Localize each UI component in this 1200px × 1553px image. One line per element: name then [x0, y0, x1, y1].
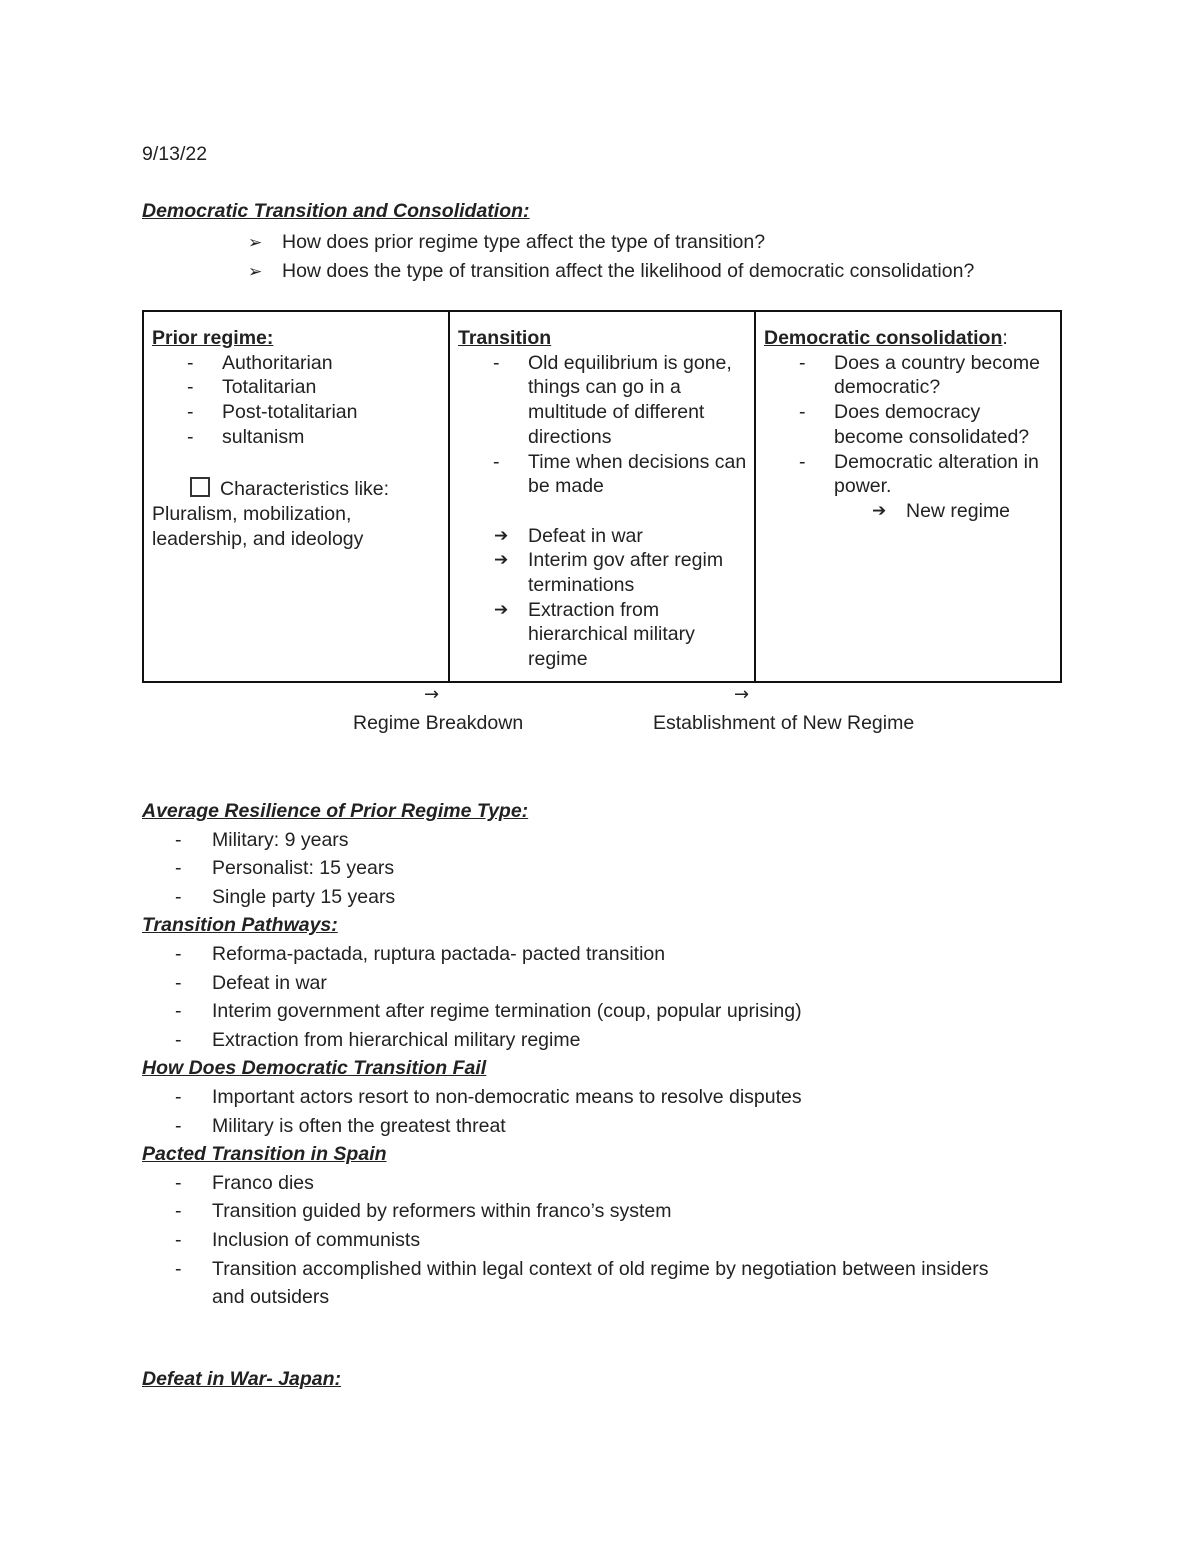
list-item: ➢ How does prior regime type affect the type of transition? [248, 228, 974, 257]
characteristics-note: Characteristics like: [152, 477, 442, 502]
list-item: - Interim government after regime termination (coup, popular uprising) [175, 1000, 802, 1023]
right-arrow-icon: → [424, 684, 440, 705]
right-arrow-icon: → [734, 684, 750, 705]
arrow-bullet-icon: ➔ [494, 525, 509, 546]
list-item: ➔ Extraction from hierarchical military regime [494, 598, 695, 671]
question-list [248, 228, 974, 285]
consolidation-list [764, 351, 1054, 499]
resilience-list [142, 826, 1022, 912]
section-heading: How Does Democratic Transition Fail [142, 1057, 487, 1080]
list-item: - Extraction from hierarchical military regime [175, 1028, 581, 1051]
transition-list [458, 351, 748, 499]
democratic-consolidation-cell [755, 311, 1061, 682]
list-item: - Personalist: 15 years [175, 857, 395, 880]
democratic-consolidation-header: Democratic consolidation: [764, 327, 1008, 349]
list-item: ➔ Defeat in war [494, 524, 643, 547]
list-item: - Reforma-pactada, ruptura pactada- pacted transition [175, 942, 666, 965]
transition-cell [449, 311, 755, 682]
transition-header: Transition [458, 327, 552, 349]
notes-sections [142, 797, 1022, 1312]
section-heading: Pacted Transition in Spain [142, 1143, 387, 1166]
list-item: - Old equilibrium is gone, things can go in a multitude of different directions [493, 351, 732, 448]
list-item: ➔ New regime [872, 499, 1011, 522]
list-item: - Does a country become democratic? [799, 351, 1040, 399]
list-item: - Time when decisions can be made [493, 450, 747, 498]
list-item: ➢ How does the type of transition affect the likelihood of democratic consolidation? [248, 257, 974, 286]
list-item: - Authoritarian [187, 351, 333, 374]
regime-flow [142, 684, 1062, 744]
arrowhead-bullet-icon: ➢ [248, 233, 263, 253]
arrow-bullet-icon: ➔ [872, 500, 887, 521]
list-item: - Military: 9 years [175, 828, 349, 851]
list-item: - Inclusion of communists [175, 1228, 421, 1251]
list-item: - Totalitarian [187, 376, 317, 399]
list-item: - Single party 15 years [175, 885, 396, 908]
prior-regime-list [152, 351, 442, 450]
failure-list [142, 1083, 1022, 1140]
arrowhead-bullet-icon: ➢ [248, 261, 263, 282]
new-regime-label: Establishment of New Regime [653, 712, 915, 734]
list-item: - Franco dies [175, 1171, 314, 1194]
spain-list [142, 1169, 1022, 1312]
section-heading: Transition Pathways: [142, 914, 338, 937]
list-item: - Important actors resort to non-democratic means to resolve disputes [175, 1085, 802, 1108]
regime-breakdown-label: Regime Breakdown [353, 712, 524, 734]
characteristics-detail: Pluralism, mobilization, leadership, and ideology [152, 502, 364, 550]
section-heading-defeat-in-war: Defeat in War- Japan: [142, 1368, 342, 1390]
prior-regime-header: Prior regime: [152, 327, 274, 349]
pathways-list [142, 940, 1022, 1054]
list-item: - sultanism [187, 425, 305, 448]
list-item: - Transition accomplished within legal context of old regime by negotiation between insiders and outsiders [175, 1257, 989, 1309]
date: 9/13/22 [142, 143, 208, 165]
consolidation-outcome-list [764, 499, 1054, 524]
list-item: - Defeat in war [175, 971, 327, 994]
list-item: - Democratic alteration in power. [799, 450, 1039, 498]
transition-pathways-list [458, 524, 748, 672]
checkbox-icon[interactable] [190, 477, 210, 497]
list-item: ➔ Interim gov after regim terminations [494, 549, 724, 597]
list-item: - Transition guided by reformers within franco’s system [175, 1200, 672, 1223]
arrow-bullet-icon: ➔ [494, 550, 509, 571]
arrow-bullet-icon: ➔ [494, 599, 509, 620]
list-item: - Does democracy become consolidated? [799, 401, 1030, 448]
list-item: - Military is often the greatest threat [175, 1114, 506, 1137]
regime-table [142, 310, 1062, 683]
section-heading: Average Resilience of Prior Regime Type: [142, 800, 529, 822]
section-heading-democratic-transition: Democratic Transition and Consolidation: [142, 200, 530, 222]
prior-regime-cell [143, 311, 449, 682]
list-item: - Post-totalitarian [187, 401, 358, 424]
